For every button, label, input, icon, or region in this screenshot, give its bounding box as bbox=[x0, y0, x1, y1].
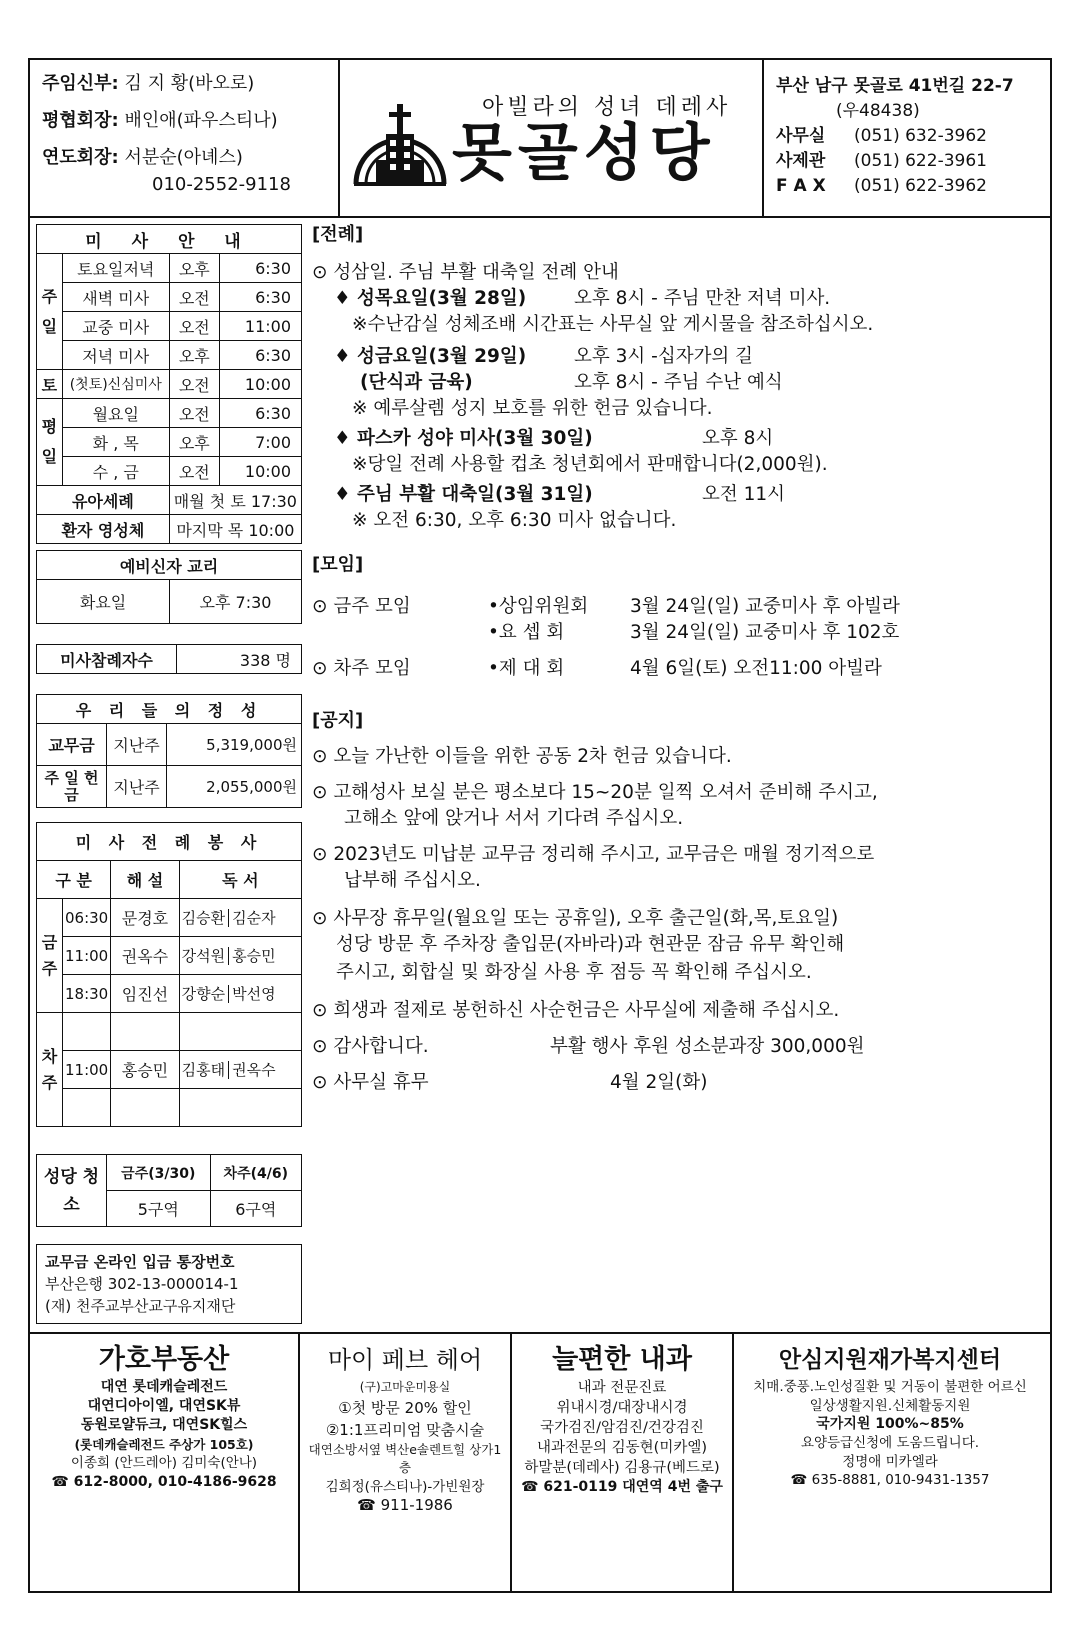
phone-number: (051) 622-3961 bbox=[854, 151, 987, 171]
address: 부산 남구 못골로 41번길 22-7 bbox=[776, 76, 1014, 96]
mass-ampm: 오전 bbox=[169, 283, 219, 312]
ad-line: (구)고마운미용실 bbox=[359, 1380, 451, 1394]
ad-phone: ☎ 911-1986 bbox=[357, 1496, 453, 1514]
reader bbox=[179, 937, 301, 975]
notice-item-cont: 납부해 주십시오. bbox=[344, 870, 481, 891]
notice-item: ⊙ 고해성사 보실 분은 평소보다 15~20분 일찍 오셔서 준비해 주시고, bbox=[312, 782, 878, 803]
easter-sunday-time: 오전 11시 bbox=[702, 484, 786, 505]
service-time: 06:30 bbox=[63, 899, 111, 937]
service-time: 11:00 bbox=[63, 1051, 111, 1089]
parish-title: 못골성당 bbox=[452, 116, 716, 189]
meeting-name: •요 셉 회 bbox=[488, 622, 565, 643]
mass-time: 6:30 bbox=[219, 283, 301, 312]
mass-name: 교중 미사 bbox=[62, 312, 169, 341]
ad-welfare-center bbox=[734, 1334, 1046, 1593]
bank-account: 부산은행 302-13-000014-1 bbox=[45, 1275, 239, 1293]
ad-line: 국가검진/암검진/건강검진 bbox=[540, 1420, 704, 1436]
mass-name: 저녁 미사 bbox=[62, 341, 169, 370]
header bbox=[30, 60, 1050, 218]
reader bbox=[179, 899, 301, 937]
meeting-name: •제 대 회 bbox=[488, 658, 565, 679]
mass-name: 토요일저녁 bbox=[62, 254, 169, 283]
notice-item-cont: 고해소 앞에 앉거나 서서 기다려 주십시오. bbox=[344, 808, 684, 829]
prayer-label: 연도회장: bbox=[42, 147, 119, 168]
mass-name: 화 , 목 bbox=[62, 428, 169, 457]
easter-sunday: ♦ 주님 부활 대축일(3월 31일) bbox=[334, 484, 593, 505]
reader bbox=[179, 975, 301, 1013]
council-name: 배인애(파우스티나) bbox=[124, 110, 278, 131]
service-header: 해 설 bbox=[111, 861, 179, 899]
notice-item-cont: 주시고, 회합실 및 화장실 사용 후 점등 꼭 확인해 주십시오. bbox=[336, 962, 812, 983]
commentator: 홍승민 bbox=[111, 1051, 179, 1089]
service-header: 구 분 bbox=[37, 861, 111, 899]
bank-title: 교무금 온라인 입금 통장번호 bbox=[45, 1253, 235, 1271]
empty-cell bbox=[179, 1089, 301, 1127]
pastor-name: 김 지 황(바오로) bbox=[124, 73, 255, 94]
offering-amount: 2,055,000원 bbox=[167, 766, 302, 808]
phone-number: (051) 632-3962 bbox=[854, 126, 987, 146]
phone-fax bbox=[776, 174, 1050, 199]
sick-communion-label: 환자 영성체 bbox=[37, 515, 170, 544]
notice-detail: 부활 행사 후원 성소분과장 300,000원 bbox=[550, 1036, 865, 1057]
bank-holder: (재) 천주교부산교구유지재단 bbox=[45, 1297, 236, 1315]
this-week-meeting-label: ⊙ 금주 모임 bbox=[312, 596, 411, 617]
weekday-label: 평일 bbox=[37, 399, 63, 486]
bank-info bbox=[36, 1244, 302, 1324]
catechumen-table bbox=[36, 550, 302, 624]
offering-week: 지난주 bbox=[107, 766, 167, 808]
notice-item: ⊙ 희생과 절제로 봉헌하신 사순헌금은 사무실에 제출해 주십시오. bbox=[312, 1000, 840, 1021]
mass-name: 새벽 미사 bbox=[62, 283, 169, 312]
service-header: 독 서 bbox=[179, 861, 301, 899]
commentator: 권옥수 bbox=[111, 937, 179, 975]
reader-1: 김홍태 bbox=[181, 1061, 226, 1079]
church-logo-icon bbox=[352, 100, 448, 186]
ad-line: 이종희 (안드레아) 김미숙(안나) bbox=[70, 1455, 258, 1471]
phone-number: (051) 622-3962 bbox=[854, 176, 987, 196]
reader bbox=[179, 1051, 301, 1089]
body bbox=[30, 220, 1050, 1330]
ad-real-estate bbox=[30, 1334, 300, 1593]
good-friday-time: 오후 3시 -십자가의 길 bbox=[574, 346, 754, 367]
fasting-note: (단식과 금육) bbox=[360, 372, 473, 393]
notice-item: ⊙ 2023년도 미납분 교무금 정리해 주시고, 교무금은 매월 정기적으로 bbox=[312, 844, 875, 865]
mass-ampm: 오후 bbox=[169, 254, 219, 283]
mass-ampm: 오전 bbox=[169, 312, 219, 341]
ad-title: 늘편한 내과 bbox=[552, 1344, 692, 1375]
contact-info bbox=[764, 60, 1050, 216]
offering-table bbox=[36, 694, 302, 808]
ad-line: 일상생활지원.신체활동지원 bbox=[809, 1397, 971, 1414]
catechumen-day: 화요일 bbox=[37, 580, 170, 624]
catechumen-title: 예비신자 교리 bbox=[37, 551, 302, 580]
saturday-label: 토 bbox=[37, 370, 63, 399]
offering-amount: 5,319,000원 bbox=[167, 724, 302, 766]
prayer-name: 서분순(아녜스) bbox=[124, 147, 243, 168]
notice-item: ⊙ 사무실 휴무 bbox=[312, 1072, 429, 1093]
ad-line: 대연 롯데캐슬레전드 bbox=[100, 1379, 228, 1395]
pastor-label: 주임신부: bbox=[42, 73, 119, 94]
mass-ampm: 오전 bbox=[169, 399, 219, 428]
ad-phone: ☎ 621-0119 대연역 4번 출구 bbox=[521, 1479, 723, 1495]
holy-thursday-time: 오후 8시 - 주님 만찬 저녁 미사. bbox=[574, 288, 831, 309]
empty-cell bbox=[179, 1013, 301, 1051]
offering-week: 지난주 bbox=[107, 724, 167, 766]
offering-title: 우 리 들 의 정 성 bbox=[37, 695, 302, 724]
phone-rectory bbox=[776, 149, 1050, 174]
mass-time: 6:30 bbox=[219, 399, 301, 428]
empty-cell bbox=[111, 1089, 179, 1127]
ad-title: 안심지원재가복지센터 bbox=[778, 1347, 1002, 1373]
mass-schedule-title: 미 사 안 내 bbox=[37, 225, 302, 254]
empty-cell bbox=[63, 1089, 111, 1127]
liturgy-note: ※ 예루살렘 성지 보호를 위한 헌금 있습니다. bbox=[352, 398, 713, 419]
ad-title: 마이 페브 헤어 bbox=[327, 1346, 483, 1374]
mass-ampm: 오전 bbox=[169, 370, 219, 399]
reader-2: 박선영 bbox=[232, 985, 276, 1003]
ad-phone: ☎ 612-8000, 010-4186-9628 bbox=[51, 1473, 277, 1490]
notice-item: ⊙ 감사합니다. bbox=[312, 1036, 429, 1057]
mass-ampm: 오후 bbox=[169, 341, 219, 370]
liturgy-service-table bbox=[36, 822, 302, 1127]
catechumen-time: 오후 7:30 bbox=[170, 580, 302, 624]
cleaning-table bbox=[36, 1154, 302, 1227]
good-friday: ♦ 성금요일(3월 29일) bbox=[334, 346, 527, 367]
mass-time: 11:00 bbox=[219, 312, 301, 341]
phone-label: 사제관 bbox=[776, 151, 826, 171]
mass-time: 10:00 bbox=[219, 457, 301, 486]
ad-line: 정명애 미카엘라 bbox=[842, 1453, 938, 1470]
ad-line: 동원로얄듀크, 대연SK힐스 bbox=[80, 1417, 248, 1433]
cleaning-this-area: 5구역 bbox=[107, 1191, 211, 1227]
ad-line: 요양등급신청에 도움드립니다. bbox=[800, 1435, 980, 1451]
holy-thursday: ♦ 성목요일(3월 28일) bbox=[334, 288, 527, 309]
mass-schedule-table bbox=[36, 224, 302, 544]
ad-line: 대연디아이엘, 대연SK뷰 bbox=[87, 1398, 241, 1414]
notice-detail: 4월 2일(화) bbox=[610, 1072, 708, 1093]
next-week-meeting-label: ⊙ 차주 모임 bbox=[312, 658, 411, 679]
notice-item-cont: 성당 방문 후 주차장 출입문(자바라)과 현관문 잠금 유무 확인해 bbox=[336, 934, 845, 955]
cleaning-next-area: 6구역 bbox=[210, 1191, 301, 1227]
phone-label: F A X bbox=[776, 176, 826, 196]
notice-section-title: [공지] bbox=[312, 710, 364, 731]
meeting-detail: 3월 24일(일) 교중미사 후 102호 bbox=[630, 622, 900, 643]
offering-label: 교무금 bbox=[37, 724, 107, 766]
phone-label: 사무실 bbox=[776, 126, 826, 146]
advertisements bbox=[30, 1332, 1050, 1593]
meeting-detail: 4월 6일(토) 오전11:00 아빌라 bbox=[630, 658, 882, 679]
attendance-value: 338 명 bbox=[177, 645, 302, 674]
ad-line: 국가지원 100%~85% bbox=[816, 1416, 964, 1432]
sunday-label: 주일 bbox=[37, 254, 63, 370]
service-time: 18:30 bbox=[63, 975, 111, 1013]
prayer-phone: 010-2552-9118 bbox=[152, 174, 291, 195]
bulletin-page bbox=[28, 58, 1052, 1593]
attendance-table bbox=[36, 644, 302, 674]
liturgy-note: ※ 오전 6:30, 오후 6:30 미사 없습니다. bbox=[352, 510, 677, 531]
service-time: 11:00 bbox=[63, 937, 111, 975]
cleaning-label: 성당 청소 bbox=[37, 1155, 107, 1227]
liturgy-section-title: [전례] bbox=[312, 224, 364, 245]
empty-cell bbox=[111, 1013, 179, 1051]
ad-line: 김희정(유스티나)-가빈원장 bbox=[325, 1478, 485, 1495]
infant-baptism-time: 매월 첫 토 17:30 bbox=[169, 486, 301, 515]
title-block bbox=[340, 60, 764, 216]
reader-1: 강향순 bbox=[181, 985, 226, 1003]
meeting-detail: 3월 24일(일) 교중미사 후 아빌라 bbox=[630, 596, 900, 617]
sick-communion-time: 마지막 목 10:00 bbox=[169, 515, 301, 544]
leaders-info bbox=[30, 60, 340, 216]
offering-label: 주 일 헌 금 bbox=[37, 766, 107, 808]
council-label: 평협회장: bbox=[42, 110, 119, 131]
liturgy-note: ※수난감실 성체조배 시간표는 사무실 앞 게시물을 참조하십시오. bbox=[352, 314, 874, 335]
notice-item: ⊙ 오늘 가난한 이들을 위한 공동 2차 헌금 있습니다. bbox=[312, 746, 732, 767]
liturgy-note: ※당일 전례 사용할 컵초 청년회에서 판매합니다(2,000원). bbox=[352, 454, 828, 475]
zip-code: (우48438) bbox=[836, 101, 920, 121]
liturgy-intro: ⊙ 성삼일. 주님 부활 대축일 전례 안내 bbox=[312, 262, 619, 283]
phone-office bbox=[776, 124, 1050, 149]
ad-line: 하말분(데레사) 김용규(베드로) bbox=[524, 1460, 720, 1476]
mass-name: (첫토)신심미사 bbox=[62, 370, 169, 399]
mass-ampm: 오전 bbox=[169, 457, 219, 486]
mass-time: 7:00 bbox=[219, 428, 301, 457]
empty-cell bbox=[63, 1013, 111, 1051]
commentator: 문경호 bbox=[111, 899, 179, 937]
ad-line: ②1:1프리미엄 맞춤시술 bbox=[325, 1420, 485, 1439]
infant-baptism-label: 유아세례 bbox=[37, 486, 170, 515]
mass-time: 10:00 bbox=[219, 370, 301, 399]
mass-ampm: 오후 bbox=[169, 428, 219, 457]
mass-time: 6:30 bbox=[219, 341, 301, 370]
ad-line: 위내시경/대장내시경 bbox=[556, 1400, 688, 1416]
ad-line: (롯데캐슬레전드 주상가 105호) bbox=[74, 1437, 254, 1452]
meeting-section-title: [모임] bbox=[312, 554, 364, 575]
reader-1: 강석원 bbox=[181, 947, 226, 965]
easter-vigil: ♦ 파스카 성야 미사(3월 30일) bbox=[334, 428, 593, 449]
cleaning-this-week: 금주(3/30) bbox=[107, 1155, 211, 1191]
reader-1: 김승환 bbox=[181, 909, 226, 927]
notice-item: ⊙ 사무장 휴무일(월요일 또는 공휴일), 오후 출근일(화,목,토요일) bbox=[312, 908, 839, 929]
ad-line: ①첫 방문 20% 할인 bbox=[338, 1398, 472, 1417]
ad-line: 내과 전문진료 bbox=[577, 1380, 667, 1396]
mass-time: 6:30 bbox=[219, 254, 301, 283]
ad-line: 대연소방서옆 벽산e솔렌트힐 상가1층 bbox=[308, 1441, 502, 1475]
ad-line: 치매.중풍.노인성질환 및 거동이 불편한 어르신 bbox=[753, 1379, 1027, 1395]
easter-vigil-time: 오후 8시 bbox=[702, 428, 774, 449]
reader-2: 김순자 bbox=[232, 909, 276, 927]
ad-clinic bbox=[512, 1334, 734, 1593]
mass-name: 월요일 bbox=[62, 399, 169, 428]
parish-subtitle: 아빌라의 성녀 데레사 bbox=[482, 95, 732, 120]
reader-2: 권옥수 bbox=[232, 1061, 276, 1079]
commentator: 임진선 bbox=[111, 975, 179, 1013]
ad-title: 가호부동산 bbox=[98, 1344, 230, 1375]
cleaning-next-week: 차주(4/6) bbox=[210, 1155, 301, 1191]
good-friday-time-2: 오후 8시 - 주님 수난 예식 bbox=[574, 372, 783, 393]
meeting-name: •상임위원회 bbox=[488, 596, 589, 617]
ad-line: 내과전문의 김동현(미카엘) bbox=[537, 1440, 707, 1456]
reader-2: 홍승민 bbox=[232, 947, 276, 965]
mass-name: 수 , 금 bbox=[62, 457, 169, 486]
next-week-label: 차주 bbox=[37, 1013, 63, 1127]
service-title: 미 사 전 례 봉 사 bbox=[37, 823, 302, 861]
this-week-label: 금주 bbox=[37, 899, 63, 1013]
ad-hair-salon bbox=[300, 1334, 512, 1593]
ad-phone: ☎ 635-8881, 010-9431-1357 bbox=[790, 1472, 990, 1488]
attendance-label: 미사참례자수 bbox=[37, 645, 177, 674]
